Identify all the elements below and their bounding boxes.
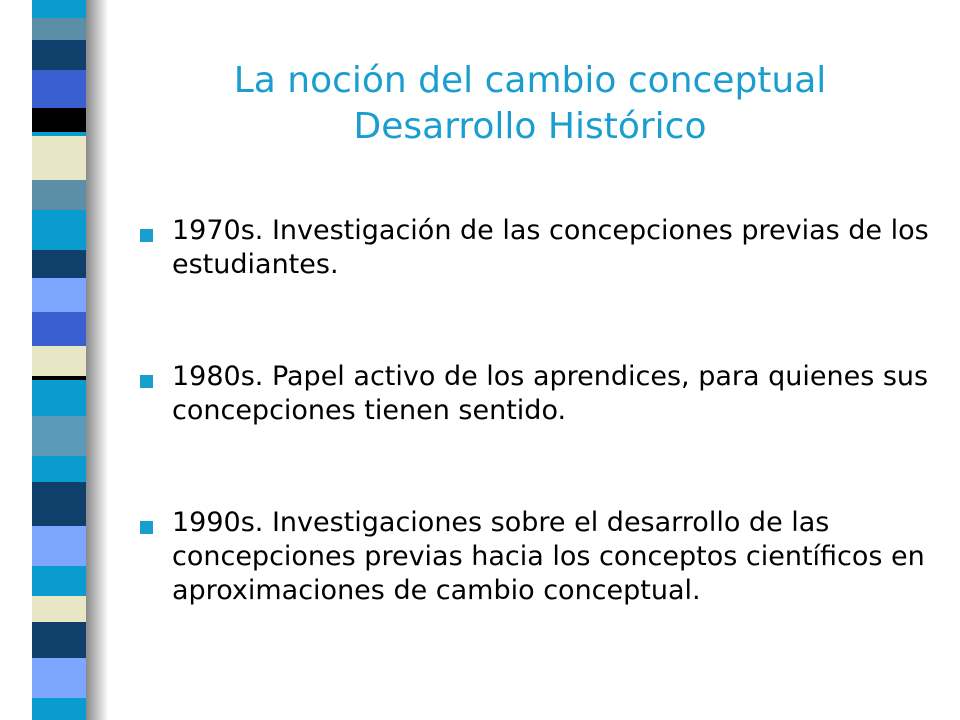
stripe-block (32, 250, 86, 278)
stripe-block (32, 482, 86, 526)
stripe-block (32, 346, 86, 376)
title-line-2: Desarrollo Histórico (353, 106, 707, 147)
stripe-block (32, 416, 86, 456)
bullet-item (140, 360, 930, 428)
stripe-block (32, 0, 86, 18)
stripe-block (32, 622, 86, 658)
stripe-block (32, 278, 86, 312)
bullet-item (140, 214, 930, 282)
title-line-1: La noción del cambio conceptual (233, 60, 827, 101)
stripe-block (32, 596, 86, 622)
stripe-block (32, 136, 86, 180)
stripe-block (32, 70, 86, 108)
stripe-block (32, 108, 86, 132)
stripe-block (32, 180, 86, 210)
bullet-text: 1990s. Investigaciones sobre el desarrollo de las concepciones previas hacia los conceptos científicos en aproximaciones de cambio conceptual. (172, 507, 925, 606)
stripe-shadow (86, 0, 108, 720)
bullet-list (140, 214, 930, 608)
stripe-block (32, 210, 86, 250)
decorative-stripe (32, 0, 86, 720)
stripe-block (32, 698, 86, 720)
bullet-text: 1980s. Papel activo de los aprendices, para quienes sus concepciones tienen sentido. (172, 361, 929, 426)
stripe-block (32, 526, 86, 566)
stripe-block (32, 40, 86, 70)
stripe-block (32, 18, 86, 40)
slide-title (150, 58, 910, 150)
square-bullet-icon (140, 375, 153, 388)
stripe-block (32, 566, 86, 596)
stripe-block (32, 456, 86, 482)
square-bullet-icon (140, 229, 153, 242)
square-bullet-icon (140, 521, 153, 534)
stripe-block (32, 380, 86, 416)
bullet-text: 1970s. Investigación de las concepciones previas de los estudiantes. (172, 215, 929, 280)
stripe-block (32, 658, 86, 698)
stripe-block (32, 312, 86, 346)
bullet-item (140, 506, 930, 608)
